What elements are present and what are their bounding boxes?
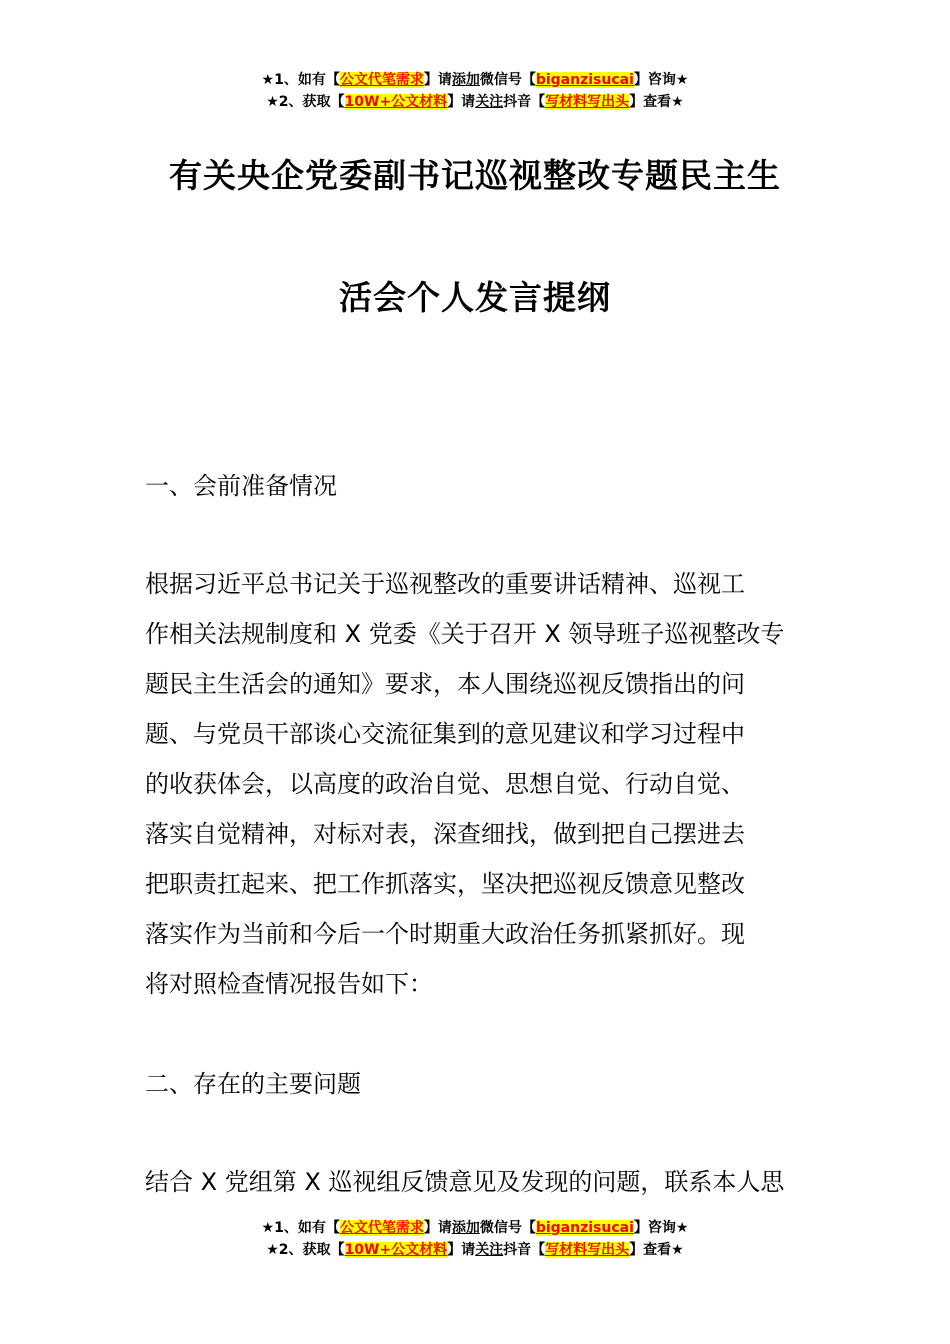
banner-1-middle: 】请 xyxy=(423,72,452,88)
paragraph-line: 将对照检查情况报告如下： xyxy=(145,970,433,998)
banner-line-1 xyxy=(0,70,950,92)
section-1-heading: 一、会前准备情况 xyxy=(145,472,337,500)
banner-2-highlight-douyin: 写材料写出头 xyxy=(545,1242,630,1258)
banner-2-highlight-douyin: 写材料写出头 xyxy=(545,94,630,110)
banner-2-middle-2: 抖音【 xyxy=(503,94,546,110)
section-2-paragraph: 结合 X 党组第 X 巡视组反馈意见及发现的问题，联系本人思 xyxy=(145,1168,785,1196)
section-2-heading: 二、存在的主要问题 xyxy=(145,1070,361,1098)
paragraph-line: 的收获体会，以高度的政治自觉、思想自觉、行动自觉、 xyxy=(145,770,745,798)
paragraph-line: 题民主生活会的通知》要求，本人围绕巡视反馈指出的问 xyxy=(145,670,745,698)
banner-1-highlight-service: 公文代笔需求 xyxy=(339,1220,424,1236)
banner-1-middle-2: 微信号【 xyxy=(479,72,536,88)
banner-2-suffix: 】查看★ xyxy=(629,1242,684,1258)
banner-2-middle: 】请 xyxy=(447,1242,476,1258)
paragraph-line: 落实自觉精神，对标对表，深查细找，做到把自己摆进去 xyxy=(145,820,745,848)
banner-2-underlined: 关注 xyxy=(475,94,504,110)
banner-line-2 xyxy=(0,92,950,114)
banner-1-highlight-wechat: biganzisucai xyxy=(535,1220,634,1236)
banner-2-prefix: ★2、获取【 xyxy=(266,94,345,110)
banner-1-underlined: 添加 xyxy=(451,1220,480,1236)
banner-2-middle-2: 抖音【 xyxy=(503,1242,546,1258)
banner-1-prefix: ★1、如有【 xyxy=(261,1220,340,1236)
banner-2-prefix: ★2、获取【 xyxy=(266,1242,345,1258)
document-title-line-2: 活会个人发言提纲 xyxy=(339,278,611,317)
banner-1-suffix: 】咨询★ xyxy=(633,1220,689,1236)
document-title-line-1: 有关央企党委副书记巡视整改专题民主生 xyxy=(169,156,781,195)
banner-1-suffix: 】咨询★ xyxy=(633,72,689,88)
paragraph-line: 作相关法规制度和 X 党委《关于召开 X 领导班子巡视整改专 xyxy=(145,620,785,648)
banner-1-highlight-wechat: biganzisucai xyxy=(535,72,634,88)
banner-1-highlight-service: 公文代笔需求 xyxy=(339,72,424,88)
banner-line-2 xyxy=(0,1240,950,1262)
header-banner xyxy=(0,70,950,114)
banner-1-middle-2: 微信号【 xyxy=(479,1220,536,1236)
footer-banner xyxy=(0,1218,950,1262)
banner-2-suffix: 】查看★ xyxy=(629,94,684,110)
banner-1-underlined: 添加 xyxy=(451,72,480,88)
paragraph-line: 根据习近平总书记关于巡视整改的重要讲话精神、巡视工 xyxy=(145,570,745,598)
banner-2-underlined: 关注 xyxy=(475,1242,504,1258)
banner-2-middle: 】请 xyxy=(447,94,476,110)
paragraph-line: 落实作为当前和今后一个时期重大政治任务抓紧抓好。现 xyxy=(145,920,745,948)
banner-line-1 xyxy=(0,1218,950,1240)
banner-2-highlight-materials: 10W+公文材料 xyxy=(344,94,448,110)
banner-2-highlight-materials: 10W+公文材料 xyxy=(344,1242,448,1258)
paragraph-line: 题、与党员干部谈心交流征集到的意见建议和学习过程中 xyxy=(145,720,745,748)
banner-1-middle: 】请 xyxy=(423,1220,452,1236)
section-1-paragraph xyxy=(145,559,810,1009)
banner-1-prefix: ★1、如有【 xyxy=(261,72,340,88)
paragraph-line: 把职责扛起来、把工作抓落实，坚决把巡视反馈意见整改 xyxy=(145,870,745,898)
